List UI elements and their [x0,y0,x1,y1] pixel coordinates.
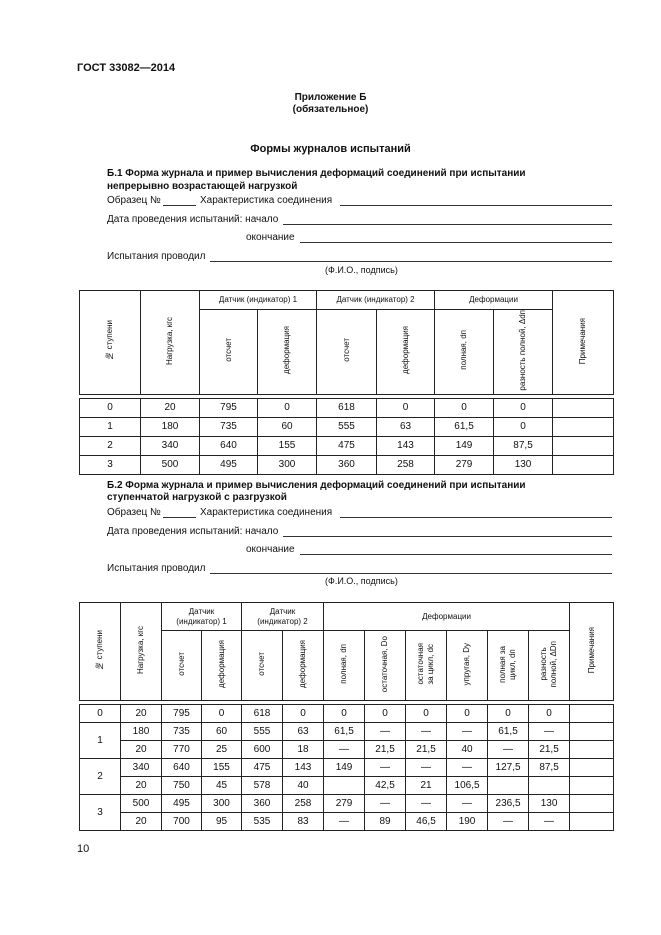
step-cell: 2 [80,759,121,795]
table-cell: 45 [202,777,242,795]
tester-label: Испытания проводил [107,563,206,574]
sample-label: Образец № [107,195,161,206]
table-cell: 300 [202,795,242,813]
table-cell: 155 [258,436,317,455]
header-full: полная, dп [324,631,365,701]
header-step: № ступени [80,603,121,701]
date-start-label: Дата проведения испытаний: начало [107,526,279,537]
page-number: 10 [77,843,90,855]
table-cell [324,777,365,795]
tester-field[interactable] [210,261,612,262]
header-deformation: деформация [283,631,324,701]
table-cell: 300 [258,455,317,474]
sample-field[interactable] [163,205,196,206]
notes-cell [570,795,614,813]
table-cell: — [365,723,406,741]
table-cell: 20 [121,741,162,759]
sample-field[interactable] [163,517,196,518]
table-cell: — [488,813,529,831]
characteristic-field[interactable] [340,205,612,206]
table-cell [488,777,529,795]
table-cell: 795 [162,705,202,723]
table-cell: — [406,723,447,741]
table-cell: — [365,759,406,777]
table-cell: — [447,723,488,741]
notes-cell [570,777,614,795]
table-cell: — [406,795,447,813]
table-cell: — [324,741,365,759]
characteristic-label: Характеристика соединения [200,195,333,206]
table-cell: 18 [283,741,324,759]
table-cell: 106,5 [447,777,488,795]
table-cell: 21,5 [365,741,406,759]
header-deformations: Деформации [324,603,570,631]
notes-cell [570,759,614,777]
tester-label: Испытания проводил [107,251,206,262]
table-cell: 0 [202,705,242,723]
header-full-cycle: полная за цикл, dп [488,631,529,701]
table-cell: 20 [121,777,162,795]
table-cell: — [529,723,570,741]
main-title: Формы журналов испытаний [250,143,411,155]
section1-title-line2: непрерывно возрастающей нагрузкой [107,181,298,192]
table-cell: 0 [283,705,324,723]
header-deformation: деформация [258,310,317,395]
notes-cell [570,813,614,831]
table-row [80,795,614,813]
section1-title-line1: Б.1 Форма журнала и пример вычисления деформаций соединений при испытании [107,168,526,179]
table-cell: 190 [447,813,488,831]
table-cell: 61,5 [435,417,494,436]
table-cell: 143 [377,436,435,455]
table-cell: 155 [202,759,242,777]
table-cell: 60 [202,723,242,741]
table-cell: 735 [162,723,202,741]
table-cell: 25 [202,741,242,759]
notes-cell [570,741,614,759]
table-row [80,813,614,831]
table-cell: 46,5 [406,813,447,831]
table-cell: 535 [242,813,283,831]
table-cell: — [447,795,488,813]
table-cell: 500 [121,795,162,813]
table-cell: 42,5 [365,777,406,795]
header-load: Нагрузка, кгс [141,291,200,395]
table-cell: 750 [162,777,202,795]
header-load: Нагрузка, кгс [121,603,162,701]
step-cell: 0 [80,705,121,723]
table-cell: — [488,741,529,759]
table-cell: 640 [200,436,258,455]
table-cell: 340 [121,759,162,777]
table-cell: 3 [80,455,141,474]
table-cell: 1 [80,417,141,436]
header-step: № ступени [80,291,141,395]
table-cell: 95 [202,813,242,831]
header-diff: разность полной, Δdп [494,310,553,395]
table-cell: 127,5 [488,759,529,777]
table-cell: 360 [317,455,377,474]
header-notes: Примечания [553,291,614,395]
table-cell: 700 [162,813,202,831]
table-cell: 61,5 [324,723,365,741]
table-cell: 236,5 [488,795,529,813]
table-cell: 180 [141,417,200,436]
table-cell [553,398,614,417]
table-cell: 600 [242,741,283,759]
header-sensor1: Датчик (индикатор) 1 [162,603,242,631]
table-cell [529,777,570,795]
table-cell: 83 [283,813,324,831]
table-cell [553,417,614,436]
table-cell: 0 [494,417,553,436]
table-cell: 0 [365,705,406,723]
table-cell: 20 [141,398,200,417]
table-cell: 770 [162,741,202,759]
table-cell: 63 [377,417,435,436]
date-end-label: окончание [246,544,295,555]
header-sensor2: Датчик (индикатор) 2 [242,603,324,631]
table-cell: 0 [447,705,488,723]
notes-cell [570,723,614,741]
characteristic-label: Характеристика соединения [200,507,333,518]
table-cell: 258 [377,455,435,474]
table-cell: 40 [283,777,324,795]
table-cell: — [447,759,488,777]
appendix-status: (обязательное) [292,104,369,115]
date-end-field[interactable] [300,242,612,243]
table-cell: 89 [365,813,406,831]
tester-hint: (Ф.И.О., подпись) [325,265,398,275]
table-cell: 555 [242,723,283,741]
date-start-field[interactable] [283,536,612,537]
table-cell: 87,5 [494,436,553,455]
table-cell: 795 [200,398,258,417]
table-cell [553,455,614,474]
table-cell: 130 [494,455,553,474]
header-reading: отсчет [200,310,258,395]
table-row [80,759,614,777]
date-end-field[interactable] [300,554,612,555]
table-cell: 0 [529,705,570,723]
appendix-title: Приложение Б [294,92,367,103]
table-cell: 0 [377,398,435,417]
table-cell: 340 [141,436,200,455]
table-cell: 0 [406,705,447,723]
table-cell: 578 [242,777,283,795]
table-cell: 618 [242,705,283,723]
table-cell: 555 [317,417,377,436]
table-cell: 149 [435,436,494,455]
date-start-field[interactable] [283,224,612,225]
table-cell: 279 [324,795,365,813]
sample-label: Образец № [107,507,161,518]
table-cell: 20 [121,813,162,831]
header-sensor1: Датчик (индикатор) 1 [200,291,317,310]
table-cell: 87,5 [529,759,570,777]
header-reading: отсчет [242,631,283,701]
step-cell: 3 [80,795,121,831]
header-residual: остаточная, Dо [365,631,406,701]
table-row [80,455,614,474]
table-row [80,741,614,759]
table-cell: 495 [200,455,258,474]
table-cell: 40 [447,741,488,759]
table-row [80,777,614,795]
table-cell: 495 [162,795,202,813]
table-cell: 63 [283,723,324,741]
date-end-label: окончание [246,232,295,243]
date-start-label: Дата проведения испытаний: начало [107,214,279,225]
table-cell: 279 [435,455,494,474]
header-full: полная, dп [435,310,494,395]
table-cell: 0 [494,398,553,417]
header-deformation: деформация [202,631,242,701]
table-cell: 0 [80,398,141,417]
notes-cell [570,705,614,723]
table-stepped-load [79,602,614,831]
table-cell: — [365,795,406,813]
table-cell: 500 [141,455,200,474]
table-cell: 0 [488,705,529,723]
table-cell: 130 [529,795,570,813]
table-row [80,436,614,455]
section2-title-line2: ступенчатой нагрузкой с разгрузкой [107,492,287,503]
header-reading: отсчет [162,631,202,701]
table-cell: 475 [317,436,377,455]
tester-field[interactable] [210,573,612,574]
table-cell: 2 [80,436,141,455]
step-cell: 1 [80,723,121,759]
table-cell: 618 [317,398,377,417]
table-cell: 360 [242,795,283,813]
table-cell: 0 [435,398,494,417]
header-reading: отсчет [317,310,377,395]
table-continuous-load [79,290,614,475]
table-row [80,723,614,741]
table-cell: 143 [283,759,324,777]
table-cell: 180 [121,723,162,741]
table-cell: — [529,813,570,831]
header-diff: разность полной, ΔDп [529,631,570,701]
table-cell: 640 [162,759,202,777]
tester-hint: (Ф.И.О., подпись) [325,576,398,586]
section2-title-line1: Б.2 Форма журнала и пример вычисления деформаций соединений при испытании [107,480,526,491]
table-cell: 60 [258,417,317,436]
table-cell: 258 [283,795,324,813]
table-cell: 735 [200,417,258,436]
header-notes: Примечания [570,603,614,701]
table-cell: 0 [324,705,365,723]
header-elastic: упругая, Dу [447,631,488,701]
table-row [80,705,614,723]
table-cell: — [406,759,447,777]
header-deformation: деформация [377,310,435,395]
header-deformations: Деформации [435,291,553,310]
characteristic-field[interactable] [340,517,612,518]
table-row [80,398,614,417]
table-row [80,417,614,436]
table-cell: — [324,813,365,831]
table-cell: 21 [406,777,447,795]
table-cell: 0 [258,398,317,417]
header-sensor2: Датчик (индикатор) 2 [317,291,435,310]
table-cell: 149 [324,759,365,777]
table-cell: 21,5 [406,741,447,759]
table-cell: 21,5 [529,741,570,759]
table-cell: 475 [242,759,283,777]
table-cell [553,436,614,455]
header-residual-cycle: остаточная за цикл, dс [406,631,447,701]
standard-header: ГОСТ 33082—2014 [77,62,176,74]
table-cell: 61,5 [488,723,529,741]
table-cell: 20 [121,705,162,723]
